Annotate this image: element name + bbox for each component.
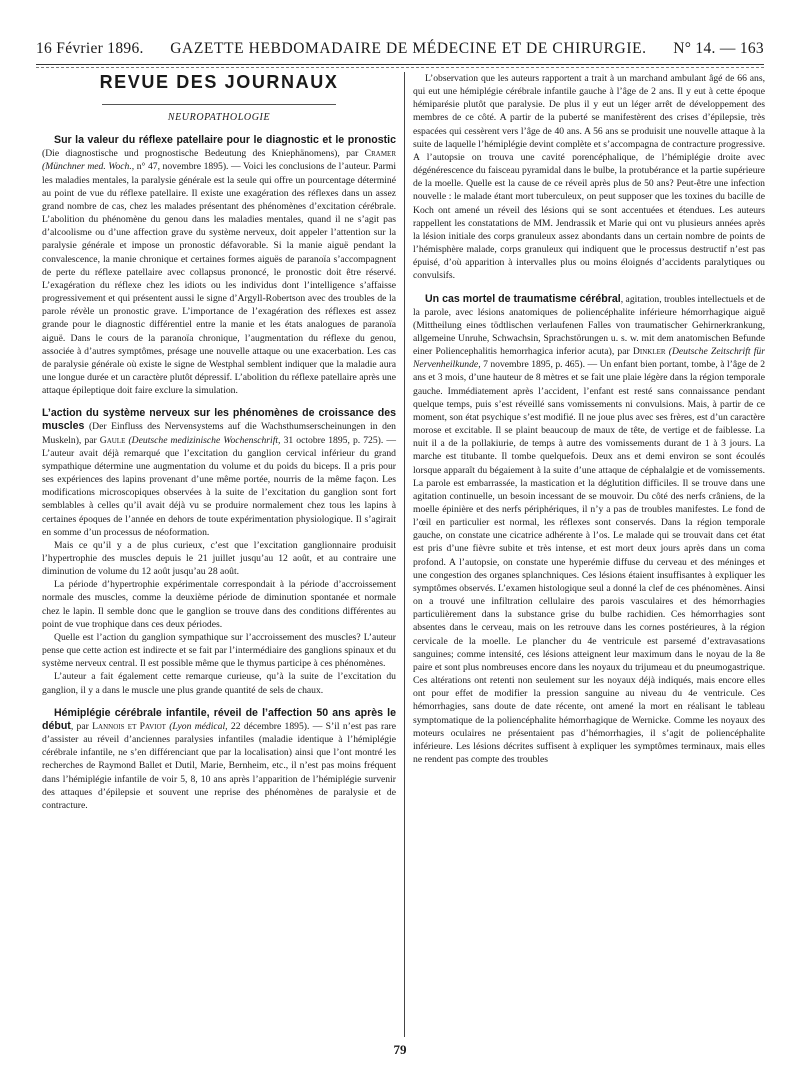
subsection-heading: NEUROPATHOLOGIE — [167, 112, 271, 123]
article-paragraph: L’observation que les auteurs rapportent a trait à un marchand ambulant âgé de 66 ans, qui eut une hémiplégie cérébrale infantile gauche à l’âge de 2 ans. Il y eut à cette époque hémiparésie plutôt que paralysie. De plus il y eut un léger arrêt de développement des membres de ce côté. A partir de la puberté se manifestèrent des crises d’épilepsie, très espacées qui cessèrent vers l’âge de 40 ans. A 56 ans se produisit une nouvelle attaque à la suite de laquelle l’hémiplégie devint complète et s’accompagna de contracture progressive. A l’autopsie on trouva une cavité porencéphalique, de l’hémiplégie droite avec dégénérescence du faisceau pyramidal dans le bulbe, la protubérance et la partie supérieure de la moelle. Quelle est la cause de ce réveil après plus de 50 ans? Peut-être une infection nouvelle : le malade étant mort tuberculeux, on peut supposer que les toxines du bacille de Koch ont amené un réveil des lésions qui se sont accentuées et étendues. Les auteurs rappellent les constatations de MM. Jendrassik et Marie qui ont vu plusieurs années après la lésion initiale des corps granuleux assez abondants dans un certain nombre de points de l’hémisphère malade, corps granuleux qui indiquent que le processus destructif n’est pas épuisé, d’où apparition à intervalles plus ou moins éloignés d’accidents paralytiques ou convulsifs. — [413, 73, 765, 282]
header-rule — [36, 64, 764, 65]
article-source-rest: 22 décembre 1895). — — [230, 720, 326, 732]
article-source-rest: 31 octobre 1895, p. 725). — — [283, 434, 396, 446]
column-divider — [404, 72, 405, 1037]
section-heading: REVUE DES JOURNAUX — [99, 72, 339, 92]
article-author: Dinkler — [632, 346, 666, 358]
running-header — [36, 40, 764, 60]
heading-rule — [102, 104, 336, 105]
article-reflexe-patellaire — [42, 134, 396, 397]
article-paragraph: S’il n’est pas rare d’assister au réveil d’anciennes paralysies infantiles (maladie identique à l’hémiplégie cérébrale infantile, ne s’en différenciant que par la localisation) ainsi que l’ont montré les recherches de Raymond Ballet et Dutil, Marie, Bernheim, etc., il n’est pas moins fréquent dans l’hémiplégie infantile de voir 5, 8, 10 ans après l’apparition de l’hémiplégie survenir des attaques d’épilepsie et souvent une reprise des phénomènes de paralysie et de contracture. — [42, 720, 396, 811]
article-source: (Der Einfluss des Nervensystems auf die Wachsthumserscheinungen in den Muskeln), par — [42, 421, 396, 446]
article-source: (Die diagnostische und prognostische Bedeutung des Kniephänomens), par — [42, 148, 365, 160]
left-column — [42, 72, 396, 812]
article-systeme-nerveux-muscles — [42, 407, 396, 696]
article-paragraph: L’auteur avait déjà remarqué que l’excitation du ganglion cervical inférieur du grand sympathique détermine une augmentation du volume et du poids du biceps. Il a pris pour ses expériences des lapins provenant d’une même portée, nourris de la même façon. Les modifications microscopiques observées à la suite de l’excitation du ganglion sont fort semblables à celles qu’il avait déjà vu se produire normalement chez tous les lapins à certaines époques de l’année en dehors de toute expérimentation physiologique. Il s’agirait en somme d’un processus de néoformation. — [42, 447, 396, 538]
article-source: , agitation, troubles intellectuels et de la parole, avec lésions anatomiques de poliencéphalite inférieure hémorrhagique aiguë (Mittheilung eines tödtlischen verlaufenen Falles von traumatischer Gehirnerkrankung, allgemeine Unruhe, Schwachsin, Sprachstörungen u. s. w. mit dem anatomischen Befunde einer Poliencephalitis hemorrhagica inferior acuta), par — [413, 293, 765, 358]
article-title: Un cas mortel de traumatisme cérébral — [425, 292, 621, 305]
header-issue-number: N° 14. — 163 — [673, 40, 764, 57]
article-paragraph: Un enfant bien portant, tombe, à l’âge de 2 ans et 3 mois, d’une hauteur de 8 mètres et se fait une plaie légère dans la région temporale gauche. Immédiatement après l’accident, l’enfant est resté sans connaissance pendant quelque temps, puis s’est réveillé sans vomissements ni convulsions. Mais, à partir de ce moment, son état psychique s’est modifié. Il ne joue plus avec ses frères, est d’un caractère morose et excitable. Il se plaint beaucoup de maux de tête, de vertige et de faiblesse. La nuit il a de la pollakiurie, de temps à autre des vomissements durant de 1 à 3 jours. La marche est titubante. Il tombe quelquefois. Deux ans et demi environ se sont écoulés lorsque apparaît du bégaiement à la suite d’une attaque de céphalalgie et de vomissements. La parole est embarrassée, la mastication et la déglutition difficiles. Il se trouve dans une agitation continuelle, un besoin incessant de se mouvoir. Du côté des nerfs crâniens, de la moelle épinière et des nerfs périphériques, il n’y a pas de troubles manifestes. Le fond de l’œil en particulier est normal, les réflexes sont conservés. Dans la région temporale gauche, on constate une cicatrice adhérente à l’os. Le malade qui se trouvait dans cet état est pris d’une fièvre subite et très intense, et est mort deux jours après dans un coma profond. A l’autopsie, on constate une hyperémie diffuse du cerveau et des méninges et une congestion des organes splanchniques. Ces lésions étaient insuffisantes à expliquer les symptômes observés. L’examen histologique seul a donné la clef de ces phénomènes. Ainsi on a trouvé une infiltration cellulaire des parois vasculaires et des hémorrhagies particulièrement dans la substance grise du bulbe rachidien. Ces hémorrhagies sont absentes dans le cerveau, mais on les retrouve dans les cornes postérieures, à la région cervicale de la moelle. Le plancher du 4e ventricule est parsemé d’extravasations sanguines; comme intensité, ces lésions atteignent leur maximum dans le noyau de la 8e paire et sont plus nombreuses encore dans les noyaux du trijumeau et du pneumogastrique. Ces altérations ont retenti non seulement sur les noyaux déjà indiqués, mais encore elles ont pour effet de modifier la pression sanguine au niveau du 4e ventricule. Ces hémorrhagies, sans doute de date récente, ont amené la mort en réalisant le tableau symptomatique de la poliencéphalite hémorrhagique de Wernicke. Comme les noyaux des moteurs oculaires ne présentaient pas d’hémorrhagies, il s’agit de poliencéphalite inférieure. Les lésions décrites suffisent à expliquer les symptômes terminaux, mais elles ne rendent pas compte des troubles — [413, 359, 766, 765]
article-source-rest: n° 47, novembre 1895). — Voici les conclusions de l’auteur. — [136, 161, 371, 173]
article-title: Hémiplégie cérébrale infantile, réveil de l’affection 50 ans après le début — [42, 706, 396, 732]
article-journal: (Deutsche Zeitschrift für Nervenheilkunde, — [413, 346, 765, 371]
article-journal: (Lyon médical, — [165, 720, 231, 732]
article-journal: (Münchner med. Woch., — [42, 161, 137, 173]
article-source: , par — [70, 720, 93, 732]
article-title: Sur la valeur du réflexe patellaire pour le diagnostic et le pronostic — [54, 134, 396, 147]
header-date: 16 Février 1896. — [36, 40, 144, 57]
article-source-rest: 7 novembre 1895, p. 465). — — [483, 359, 600, 371]
article-author: Lannois et Paviot — [92, 720, 166, 732]
header-journal-title: GAZETTE HEBDOMADAIRE DE MÉDECINE ET DE CHIRURGIE. — [170, 40, 647, 57]
article-author: Cramer — [364, 148, 396, 160]
article-paragraph: Quelle est l’action du ganglion sympathique sur l’accroissement des muscles? L’auteur pense que cette action est indirecte et se fait par l’intermédiaire des ganglions spinaux et du système nerveux central. Il est possible même que le thymus participe à ces phénomènes. — [42, 631, 396, 670]
article-paragraph: Mais ce qu’il y a de plus curieux, c’est que l’excitation ganglionnaire produisit l’hypertrophie des muscles depuis le 21 juillet jusqu’au 12 août, et au contraire une diminution de volume du 12 août jusqu’au 28 août. — [42, 539, 396, 578]
article-paragraph: L’auteur a fait également cette remarque curieuse, qu’à la suite de l’excitation du ganglion, il y a dans le muscle une plus grande quantité de sels de chaux. — [42, 671, 396, 696]
article-hemiplegie-infantile — [42, 707, 396, 812]
article-title: L’action du système nerveux sur les phénomènes de croissance des muscles — [42, 407, 396, 433]
article-body: Parmi les maladies mentales, la paralysie générale est la seule qui offre un pourcentage déterminé au point de vue du réflexe patellaire. Il existe une exagération des réflexes dans un assez grand nombre de cas, chez les malades présentant des phénomènes d’excitation cérébrale. L’abolition du phénomène du genou dans les maladies mentales, quand il ne s’agit pas d’alcoolisme ou d’une affection grave du système nerveux, doit appeler l’attention sur la paralysie générale et impose un pronostic défavorable. Si la manie aiguë pendant la convalescence, la manie chronique et certaines formes aiguës de paranoïa s’accompagnent de perte du réflexe patellaire avec collapsus prononcé, le pronostic doit être réservé. L’exagération du réflexe chez les idiots ou les individus dont l’intelligence s’affaisse progressivement et qui présentent aussi le signe d’Argyll-Robertson avec des troubles de la parole révèle un pronostic grave. L’importance de l’exagération des réflexes est assez grande pour le diagnostic différentiel entre la manie et les états analogues de paranoïa aiguë. Dans le cours de la paranoïa chronique, l’augmentation du réflexe du genou, associée à d’autres symptômes, présage une nouvelle attaque ou une exacerbation. Les cas de paralysie générale où existe le signe de Westphal semblent indiquer que la maladie aura une longue durée et un caractère plutôt dépressif. L’abolition du réflexe patellaire après une attaque épileptique doit faire exclure la simulation. — [42, 161, 396, 397]
article-paragraph: La période d’hypertrophie expérimentale correspondait à la période d’accroissement normale des muscles, comme la deuxième période de diminution spontanée et normale chez le lapin. Il semble donc que le ganglion se trouve dans des conditions différentes au point de vue trophique dans ces deux périodes. — [42, 579, 396, 630]
article-traumatisme-cerebral — [413, 293, 765, 767]
article-author: Gaule — [99, 434, 126, 446]
header-rule-dashed — [36, 67, 764, 68]
page-folio: 79 — [393, 1042, 407, 1057]
article-journal: (Deutsche medizinische Wochenschrift, — [125, 434, 284, 446]
right-column — [413, 72, 765, 766]
